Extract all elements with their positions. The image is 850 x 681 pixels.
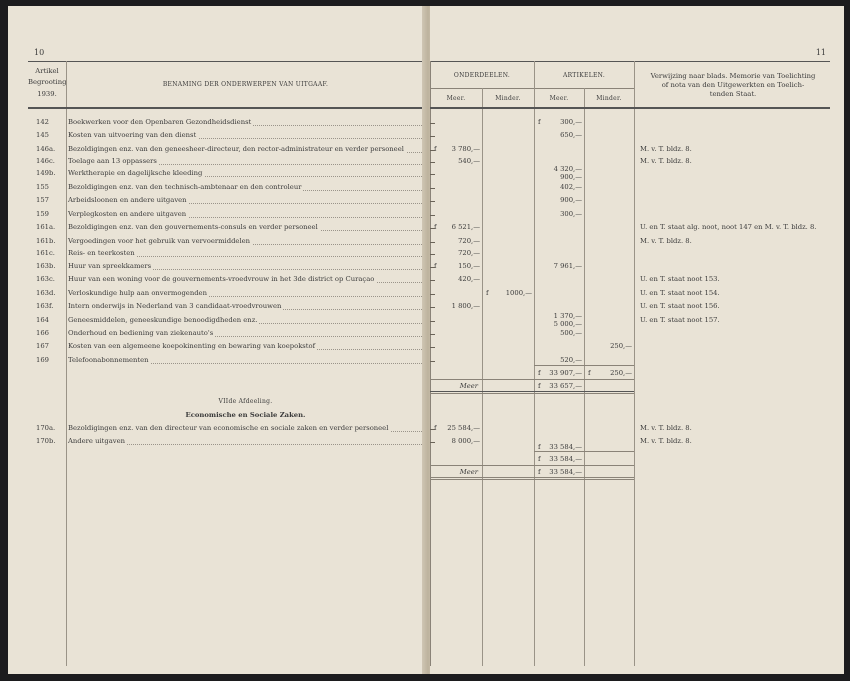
row-description: Kosten van een algemeene koepokinenting en bewaring van koepokstof bbox=[68, 342, 316, 350]
left-page-number: 10 bbox=[34, 48, 45, 57]
row-article-number: 163b. bbox=[36, 262, 56, 270]
row-article-number: 146a. bbox=[36, 145, 56, 153]
row2-onderdeelen-meer: 8 000,— bbox=[451, 437, 480, 445]
row2-article-number: 170a. bbox=[36, 424, 56, 432]
header-verwijzing-3: tenden Staat. bbox=[709, 90, 757, 98]
row-reference: U. en T. staat noot 157. bbox=[640, 316, 720, 324]
row-article-number: 146c. bbox=[36, 157, 55, 165]
totals2-rule-2 bbox=[430, 465, 634, 466]
header-artikelen: ARTIKELEN. bbox=[562, 72, 606, 79]
row-description: Huur van spreekkamers bbox=[68, 262, 152, 270]
row-onderdeelen-minder: 1000,— bbox=[505, 289, 532, 297]
totals2-artikelen-meer: 33 584,— bbox=[549, 455, 582, 463]
header-verwijzing-1: Verwijzing naar blads. Memorie van Toelichting bbox=[650, 72, 816, 80]
row-onderdeelen-meer: 150,— bbox=[458, 262, 480, 270]
row-onderdeelen-meer: 6 521,— bbox=[451, 223, 480, 231]
row-reference: U. en T. staat alg. noot, noot 147 en M. v. T. bldz. 8. bbox=[640, 223, 817, 231]
row-tick bbox=[430, 242, 435, 243]
ledger-spread bbox=[8, 6, 844, 676]
totals2-meer-label: Meer bbox=[459, 468, 478, 476]
row-tick bbox=[430, 123, 435, 124]
row2-tick bbox=[430, 442, 435, 443]
row-artikelen-meer: 650,— bbox=[560, 131, 582, 139]
totals1-double-rule bbox=[430, 391, 634, 392]
row-onderdeelen-meer: 3 780,— bbox=[451, 145, 480, 153]
row-onderdeelen-meer: 540,— bbox=[458, 157, 480, 165]
row2-artikelen-meer-florin: f bbox=[538, 443, 541, 451]
row-reference: M. v. T. bldz. 8. bbox=[640, 237, 692, 245]
totals2-meer-florin: f bbox=[538, 468, 541, 476]
totals2-rule bbox=[534, 451, 634, 452]
row-tick bbox=[430, 280, 435, 281]
row-artikelen-meer: 500,— bbox=[560, 329, 582, 337]
header-onderdeelen-meer: Meer. bbox=[446, 95, 466, 102]
row-onderdeelen-meer-florin: f bbox=[434, 145, 437, 153]
row-reference: M. v. T. bldz. 8. bbox=[640, 157, 692, 165]
row-onderdeelen-meer: 720,— bbox=[458, 249, 480, 257]
row-onderdeelen-meer-florin: f bbox=[434, 262, 437, 270]
row-tick bbox=[430, 254, 435, 255]
header-verwijzing-2: of nota van den Uitgewerkten en Toelich- bbox=[661, 81, 805, 89]
row-artikelen-meer: 520,— bbox=[560, 356, 582, 364]
row-tick bbox=[430, 321, 435, 322]
row-artikelen-meer: 300,— bbox=[560, 210, 582, 218]
row-tick bbox=[430, 215, 435, 216]
row-article-number: 155 bbox=[36, 183, 49, 191]
row-article-number: 163f. bbox=[36, 302, 54, 310]
row-artikelen-meer: 300,— bbox=[560, 118, 582, 126]
row-artikelen-meer-2: 5 000,— bbox=[553, 320, 582, 328]
row-description: Arbeidsloonen en andere uitgaven bbox=[68, 196, 187, 204]
row-tick bbox=[430, 307, 435, 308]
totals1-rule bbox=[534, 365, 634, 366]
row-artikelen-meer: 7 961,— bbox=[553, 262, 582, 270]
row-description: Boekwerken voor den Openbaren Gezondheidsdienst bbox=[68, 118, 252, 126]
totals2-double-rule bbox=[430, 477, 634, 478]
header-artikel-2: Begrooting bbox=[28, 78, 67, 86]
row-description: Bezoldigingen enz. van den gouvernements-consuls en verder personeel bbox=[68, 223, 318, 231]
totals1-minder-florin: f bbox=[588, 369, 591, 377]
totals1-meer-label: Meer bbox=[459, 382, 478, 390]
row-article-number: 166 bbox=[36, 329, 49, 337]
header-onderdeelen: ONDERDEELEN. bbox=[453, 72, 511, 79]
row-description: Verloskundige hulp aan onvermogenden bbox=[68, 289, 207, 297]
header-benaming: BENAMING DER ONDERWERPEN VAN UITGAAF. bbox=[162, 81, 329, 88]
row-reference: U. en T. staat noot 153. bbox=[640, 275, 720, 283]
row2-description: Andere uitgaven bbox=[68, 437, 126, 445]
totals1-meer-florin: f bbox=[538, 382, 541, 390]
row-description: Bezoldigingen enz. van den geneesheer-directeur, den rector-administrateur en verder personeel bbox=[68, 145, 404, 153]
row-tick bbox=[430, 228, 435, 229]
totals1-double-rule-b bbox=[430, 393, 634, 394]
row-article-number: 159 bbox=[36, 210, 49, 218]
header-artikelen-minder: Minder. bbox=[596, 95, 622, 102]
row-tick bbox=[430, 136, 435, 137]
row-tick bbox=[430, 174, 435, 175]
row-artikelen-minder: 250,— bbox=[610, 342, 632, 350]
row-article-number: 169 bbox=[36, 356, 49, 364]
row2-reference: M. v. T. bldz. 8. bbox=[640, 437, 692, 445]
header-onderdeelen-minder: Minder. bbox=[495, 95, 521, 102]
row-artikelen-meer: 4 320,— bbox=[553, 165, 582, 173]
row-description: Onderhoud en bediening van ziekenauto's bbox=[68, 329, 214, 337]
row-description: Verplegkosten en andere uitgaven bbox=[68, 210, 187, 218]
row-tick bbox=[430, 201, 435, 202]
row-article-number: 161a. bbox=[36, 223, 56, 231]
row-onderdeelen-meer: 1 800,— bbox=[451, 302, 480, 310]
row-article-number: 163c. bbox=[36, 275, 55, 283]
right-page-number: 11 bbox=[815, 48, 826, 57]
totals2-double-rule-b bbox=[430, 479, 634, 480]
totals1-artikelen-minder: 250,— bbox=[610, 369, 632, 377]
row2-tick bbox=[430, 429, 435, 430]
row-article-number: 163d. bbox=[36, 289, 56, 297]
row-tick bbox=[430, 294, 435, 295]
totals1-rule-2 bbox=[430, 379, 634, 380]
row2-onderdeelen-meer-florin: f bbox=[434, 424, 437, 432]
row-tick bbox=[430, 334, 435, 335]
row2-reference: M. v. T. bldz. 8. bbox=[640, 424, 692, 432]
right-page bbox=[430, 6, 844, 674]
row-description: Huur van een woning voor de gouvernements-vroedvrouw in het 3de district op Curaçao bbox=[68, 275, 375, 283]
row-onderdeelen-meer-florin: f bbox=[434, 223, 437, 231]
row-onderdeelen-meer: 720,— bbox=[458, 237, 480, 245]
row2-onderdeelen-meer: 25 584,— bbox=[447, 424, 480, 432]
totals2-florin: f bbox=[538, 455, 541, 463]
row-reference: M. v. T. bldz. 8. bbox=[640, 145, 692, 153]
row-reference: U. en T. staat noot 156. bbox=[640, 302, 720, 310]
row-article-number: 145 bbox=[36, 131, 49, 139]
row-tick bbox=[430, 188, 435, 189]
row-tick bbox=[430, 150, 435, 151]
left-page bbox=[8, 6, 426, 674]
row-article-number: 149b. bbox=[36, 169, 56, 177]
header-artikelen-meer: Meer. bbox=[549, 95, 569, 102]
row-article-number: 161b. bbox=[36, 237, 56, 245]
row-tick bbox=[430, 361, 435, 362]
row-article-number: 164 bbox=[36, 316, 49, 324]
row-artikelen-meer: 1 370,— bbox=[553, 312, 582, 320]
row-description: Geneesmiddelen, geneeskundige benoodigdheden enz. bbox=[68, 316, 258, 324]
section-subtitle: Economische en Sociale Zaken. bbox=[185, 411, 306, 419]
totals1-florin: f bbox=[538, 369, 541, 377]
row-description: Reis- en teerkosten bbox=[68, 249, 135, 257]
totals1-meer-value: 33 657,— bbox=[549, 382, 582, 390]
row-description: Telefoonabonnementen bbox=[68, 356, 149, 364]
section-title: VIIde Afdeeling. bbox=[218, 398, 273, 405]
totals2-meer-value: 33 584,— bbox=[549, 468, 582, 476]
row-description: Werktherapie en dagelijksche kleeding bbox=[68, 169, 203, 177]
row-description: Toelage aan 13 oppassers bbox=[68, 157, 157, 165]
row-onderdeelen-meer: 420,— bbox=[458, 275, 480, 283]
row2-description: Bezoldigingen enz. van den directeur van economische en sociale zaken en verder personeel bbox=[68, 424, 389, 432]
header-artikel-1: Artikel bbox=[35, 67, 59, 75]
row-reference: U. en T. staat noot 154. bbox=[640, 289, 720, 297]
row-description: Kosten van uitvoering van den dienst bbox=[68, 131, 197, 139]
row-tick bbox=[430, 347, 435, 348]
row-tick bbox=[430, 162, 435, 163]
row-artikelen-meer-florin: f bbox=[538, 118, 541, 126]
row-artikelen-meer-2: 900,— bbox=[560, 173, 582, 181]
header-artikel-3: 1939. bbox=[37, 90, 57, 98]
row2-artikelen-meer: 33 584,— bbox=[549, 443, 582, 451]
row-article-number: 161c. bbox=[36, 249, 55, 257]
row-tick bbox=[430, 267, 435, 268]
row-description: Vergoedingen voor het gebruik van vervoermiddelen bbox=[68, 237, 251, 245]
row-article-number: 142 bbox=[36, 118, 49, 126]
row-description: Intern onderwijs in Nederland van 3 candidaat-vroedvrouwen bbox=[68, 302, 282, 310]
row-description: Bezoldigingen enz. van den technisch-ambtenaar en den controleur bbox=[68, 183, 302, 191]
row-onderdeelen-minder-florin: f bbox=[486, 289, 489, 297]
row2-article-number: 170b. bbox=[36, 437, 56, 445]
totals1-artikelen-meer: 33 907,— bbox=[549, 369, 582, 377]
row-article-number: 157 bbox=[36, 196, 49, 204]
row-article-number: 167 bbox=[36, 342, 49, 350]
row-artikelen-meer: 900,— bbox=[560, 196, 582, 204]
row-artikelen-meer: 402,— bbox=[560, 183, 582, 191]
